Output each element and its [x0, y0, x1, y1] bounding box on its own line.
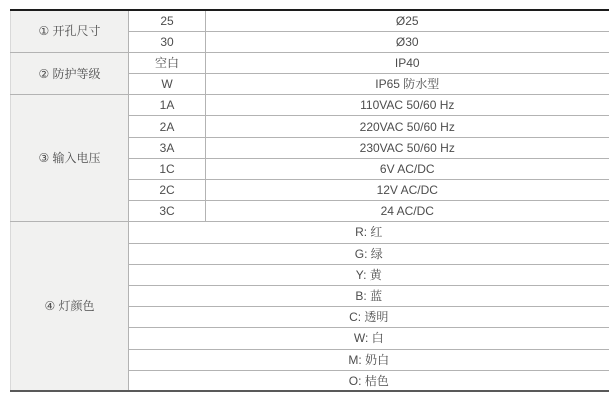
code-cell: 空白 [129, 52, 206, 73]
code-cell: W [129, 74, 206, 95]
value-cell-merged: B: 蓝 [129, 285, 609, 306]
code-cell: 30 [129, 31, 206, 52]
value-cell-merged: R: 红 [129, 222, 609, 243]
value-cell-merged: O: 桔色 [129, 370, 609, 391]
group-label-1: ① 开孔尺寸 [11, 10, 129, 52]
value-cell: 220VAC 50/60 Hz [206, 116, 609, 137]
value-cell: IP40 [206, 52, 609, 73]
code-cell: 2C [129, 180, 206, 201]
code-cell: 1A [129, 95, 206, 116]
value-cell: 12V AC/DC [206, 180, 609, 201]
value-cell: Ø25 [206, 10, 609, 31]
spec-table [10, 9, 609, 392]
table-row [11, 52, 609, 73]
value-cell: 24 AC/DC [206, 201, 609, 222]
spec-table-body [11, 10, 609, 391]
code-cell: 2A [129, 116, 206, 137]
value-cell-merged: W: 白 [129, 328, 609, 349]
value-cell: 110VAC 50/60 Hz [206, 95, 609, 116]
group-label-3: ③ 输入电压 [11, 95, 129, 222]
value-cell: 6V AC/DC [206, 158, 609, 179]
code-cell: 3A [129, 137, 206, 158]
code-cell: 25 [129, 10, 206, 31]
code-cell: 1C [129, 158, 206, 179]
group-label-2: ② 防护等级 [11, 52, 129, 94]
code-cell: 3C [129, 201, 206, 222]
table-row [11, 10, 609, 31]
value-cell: IP65 防水型 [206, 74, 609, 95]
table-row [11, 222, 609, 243]
value-cell: 230VAC 50/60 Hz [206, 137, 609, 158]
table-row [11, 95, 609, 116]
value-cell-merged: G: 绿 [129, 243, 609, 264]
value-cell: Ø30 [206, 31, 609, 52]
value-cell-merged: M: 奶白 [129, 349, 609, 370]
group-label-4: ④ 灯颜色 [11, 222, 129, 392]
value-cell-merged: Y: 黄 [129, 264, 609, 285]
value-cell-merged: C: 透明 [129, 307, 609, 328]
